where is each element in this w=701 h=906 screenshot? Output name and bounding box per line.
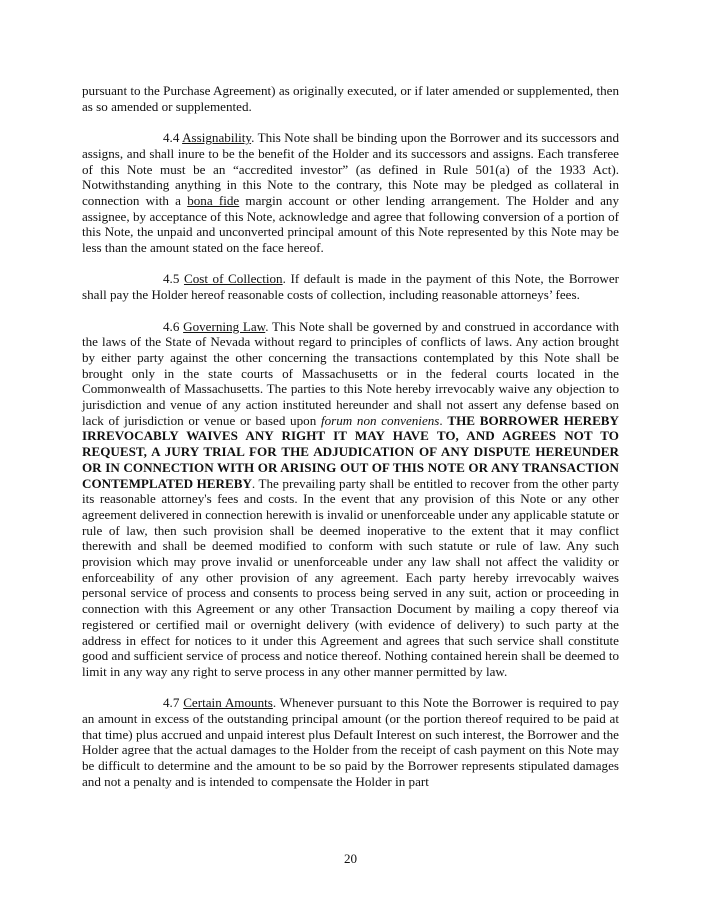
underlined-term: bona fide	[187, 192, 240, 208]
section-heading: Certain Amounts	[183, 695, 273, 711]
section-4-4-assignability	[82, 130, 619, 256]
section-number: 4.6	[163, 318, 180, 334]
document-page	[82, 83, 619, 790]
section-4-7-certain-amounts	[82, 695, 619, 789]
section-text: . If default is made in the payment of this Note, the Borrower shall pay the Holder hereof reasonable costs of collection, including reasonable attorneys’ fees.	[82, 271, 619, 303]
section-heading: Cost of Collection	[183, 271, 283, 287]
section-number: 4.4	[163, 130, 180, 146]
section-text: . Whenever pursuant to this Note the Borrower is required to pay an amount in excess of the outstanding principal amount (or the portion thereof required to be paid at that time) plus accrued and unpaid interest plus Default Interest on such interest, the Borrower and the Holder agree that the actual damages to the Holder from the receipt of cash payment on this Note may be difficult to determine and the amount to be so paid by the Borrower represents stipulated damages and not a penalty and is intended to compensate the Holder in part	[82, 695, 619, 789]
section-number: 4.5	[163, 271, 180, 287]
section-text: margin account or other lending arrangement. The Holder and any assignee, by acceptance of this Note, acknowledge and agree that following conversion of a portion of this Note, the unpaid and unconverted principal amount of this Note represented by this Note may be less than the amount stated on the face hereof.	[82, 192, 619, 256]
section-text: . This Note shall be binding upon the Borrower and its successors and assigns, and shall inure to be the benefit of the Holder and its successors and assigns. Each transferee of this Note must be an “accredited investor” (as defined in Rule 501(a) of the 1933 Act). Notwithstanding anything in this Note to the contrary, this Note may be pledged as collateral in connection with a	[82, 130, 619, 208]
section-number: 4.7	[163, 695, 180, 711]
section-heading: Governing Law	[183, 318, 266, 334]
section-text: . This Note shall be governed by and construed in accordance with the laws of the State of Nevada without regard to principles of conflicts of laws. Any action brought by either party against the other concerning the transactions contemplated by this Note shall be brought only in the state courts of Massachusetts or in the federal courts located in the Commonwealth of Massachusetts. The parties to this Note hereby irrevocably waive any objection to jurisdiction and venue of any action instituted hereunder and shall not assert any defense based on lack of jurisdiction or venue or based upon	[82, 318, 619, 428]
section-4-5-cost-of-collection	[82, 271, 619, 302]
jury-waiver-bold-text: THE BORROWER HEREBY IRREVOCABLY WAIVES ANY RIGHT IT MAY HAVE TO, AND AGREES NOT TO REQUEST, A JURY TRIAL FOR THE ADJUDICATION OF ANY DISPUTE HEREUNDER OR IN CONNECTION WITH OR ARISING OUT OF THIS NOTE OR ANY TRANSACTION CONTEMPLATED HEREBY	[82, 412, 619, 491]
section-text: . The prevailing party shall be entitled to recover from the other party its reasonable attorney's fees and costs. In the event that any provision of this Note or any other agreement delivered in connection herewith is invalid or unenforceable under any applicable statute or rule of law, then such provision shall be deemed inoperative to the extent that it may conflict therewith and shall be deemed modified to conform with such statute or rule of law. Any such provision which may prove invalid or unenforceable under any law shall not affect the validity or enforceability of any other provision of any agreement. Each party hereby irrevocably waives personal service of process and consents to process being served in any suit, action or proceeding in connection with this Agreement or any other Transaction Document by mailing a copy thereof via registered or certified mail or overnight delivery (with evidence of delivery) to such party at the address in effect for notices to it under this Agreement and agrees that such service shall constitute good and sufficient service of process and notice thereof. Nothing contained herein shall be deemed to limit in any way any right to serve process in any other manner permitted by law.	[82, 475, 619, 679]
page-number: 20	[343, 851, 358, 866]
section-text: .	[439, 412, 448, 428]
continuation-paragraph: pursuant to the Purchase Agreement) as originally executed, or if later amended or supplemented, then as so amended or supplemented.	[82, 83, 619, 114]
section-4-6-governing-law	[82, 319, 619, 680]
italic-term: forum non conveniens	[320, 412, 440, 428]
section-heading: Assignability	[182, 130, 252, 146]
